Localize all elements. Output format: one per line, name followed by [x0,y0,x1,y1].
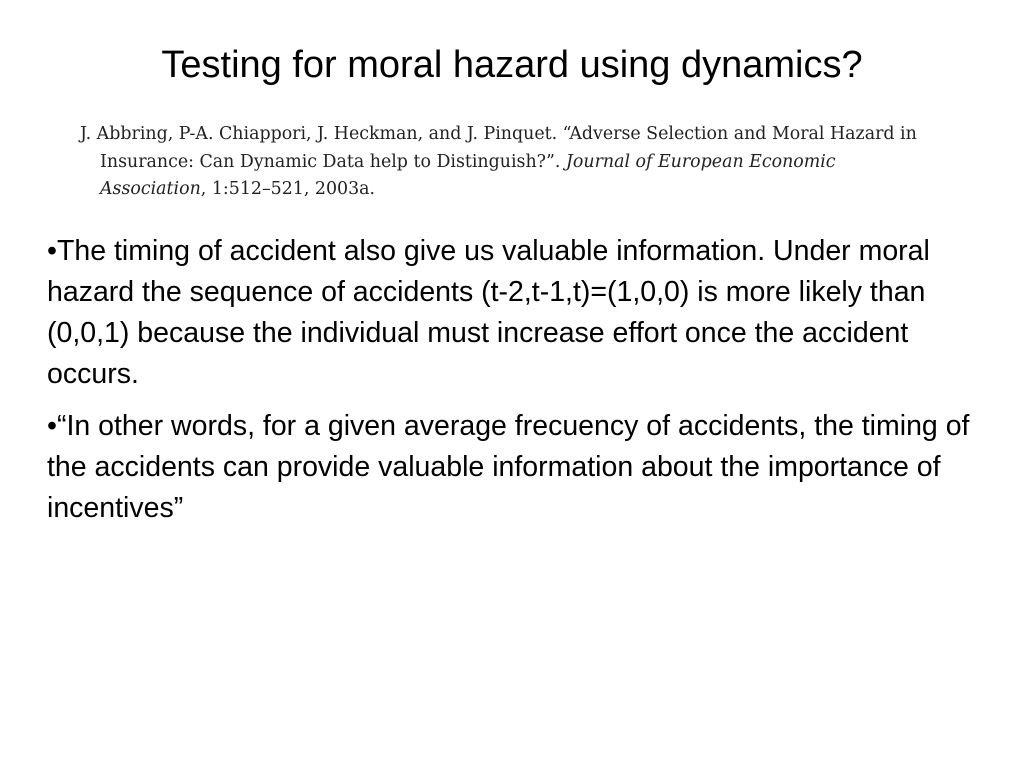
reference-citation [80,121,930,204]
bullet-item-quote [47,406,997,529]
bullet-mark: • [47,410,57,442]
bullet-text: “In other words, for a given average frecuency of accidents, the timing of the accidents can provide valuable information about the importance of incentives” [47,410,970,524]
bullet-item-timing [47,231,997,395]
bullet-list [47,231,997,540]
reference-authors-title: J. Abbring, P-A. Chiappori, J. Heckman, and J. Pinquet. “Adverse Selection and Moral Hazard in Insurance: Can Dynamic Data help to Distinguish?”. [80,124,917,172]
bullet-text: The timing of accident also give us valuable information. Under moral hazard the sequence of accidents (t-2,t-1,t)=(1,0,0) is more likely than (0,0,1) because the individual must increase effort once the accident occurs. [47,235,930,390]
slide-title: Testing for moral hazard using dynamics? [161,44,863,86]
reference-details: , 1:512–521, 2003a. [200,179,376,199]
reference-journal: Journal of European Economic Association [100,151,836,199]
bullet-mark: • [47,235,57,267]
